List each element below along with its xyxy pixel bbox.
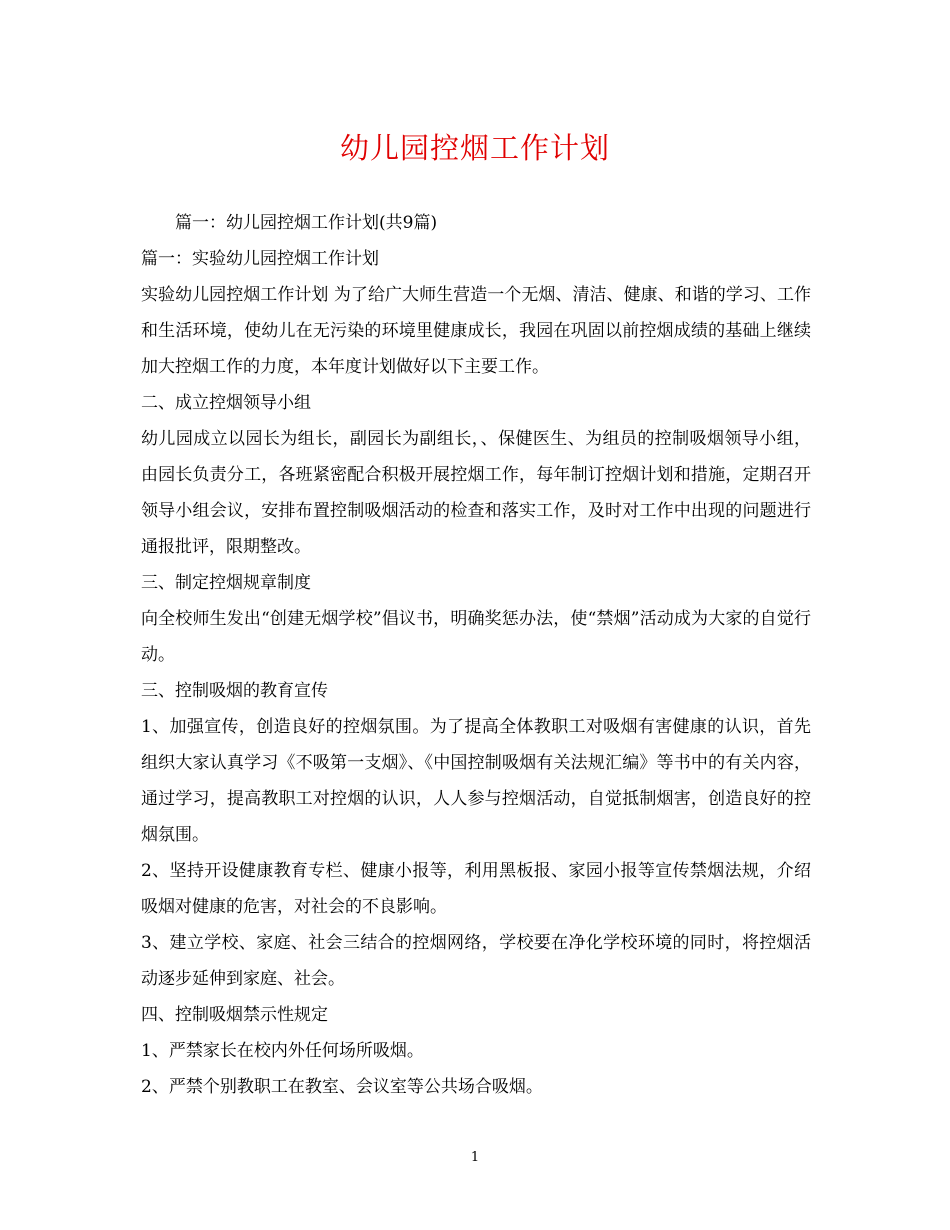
paragraph: 向全校师生发出“创建无烟学校”倡议书，明确奖惩办法，使“禁烟”活动成为大家的自觉行动。	[141, 609, 811, 665]
paragraph-section-heading: 三、控制吸烟的教育宣传	[141, 681, 328, 701]
paragraph-section-heading: 二、成立控烟领导小组	[141, 393, 311, 413]
paragraph: 1、严禁家长在校内外任何场所吸烟。	[141, 1041, 424, 1061]
paragraph: 3、建立学校、家庭、社会三结合的控烟网络，学校要在净化学校环境的同时，将控烟活动逐步延伸到家庭、社会。	[141, 933, 811, 989]
page-number: 1	[470, 1150, 480, 1165]
paragraph: 2、坚持开设健康教育专栏、健康小报等，利用黑板报、家园小报等宣传禁烟法规，介绍吸烟对健康的危害，对社会的不良影响。	[141, 861, 811, 917]
paragraph-section-heading: 三、制定控烟规章制度	[141, 573, 311, 593]
paragraph: 实验幼儿园控烟工作计划 为了给广大师生营造一个无烟、清洁、健康、和谐的学习、工作和生活环境，使幼儿在无污染的环境里健康成长，我园在巩固以前控烟成绩的基础上继续加大控烟工作的力度，本年度计划做好以下主要工作。	[141, 285, 811, 377]
paragraph: 2、严禁个别教职工在教室、会议室等公共场合吸烟。	[141, 1077, 543, 1097]
paragraph-subtitle: 篇一：幼儿园控烟工作计划(共9篇)	[175, 213, 438, 233]
paragraph: 1、加强宣传，创造良好的控烟氛围。为了提高全体教职工对吸烟有害健康的认识，首先组织大家认真学习《不吸第一支烟》、《中国控制吸烟有关法规汇编》等书中的有关内容，通过学习，提高教职工对控烟的认识，人人参与控烟活动，自觉抵制烟害，创造良好的控烟氛围。	[141, 717, 811, 845]
paragraph-section-heading: 四、控制吸烟禁示性规定	[141, 1005, 328, 1025]
document-title: 幼儿园控烟工作计划	[339, 131, 610, 165]
document-body	[141, 205, 811, 1105]
paragraph: 幼儿园成立以园长为组长，副园长为副组长，、保健医生、为组员的控制吸烟领导小组，由园长负责分工，各班紧密配合积极开展控烟工作，每年制订控烟计划和措施，定期召开领导小组会议，安排布置控制吸烟活动的检查和落实工作，及时对工作中出现的问题进行通报批评，限期整改。	[141, 429, 811, 557]
paragraph-section-heading: 篇一：实验幼儿园控烟工作计划	[141, 249, 379, 269]
